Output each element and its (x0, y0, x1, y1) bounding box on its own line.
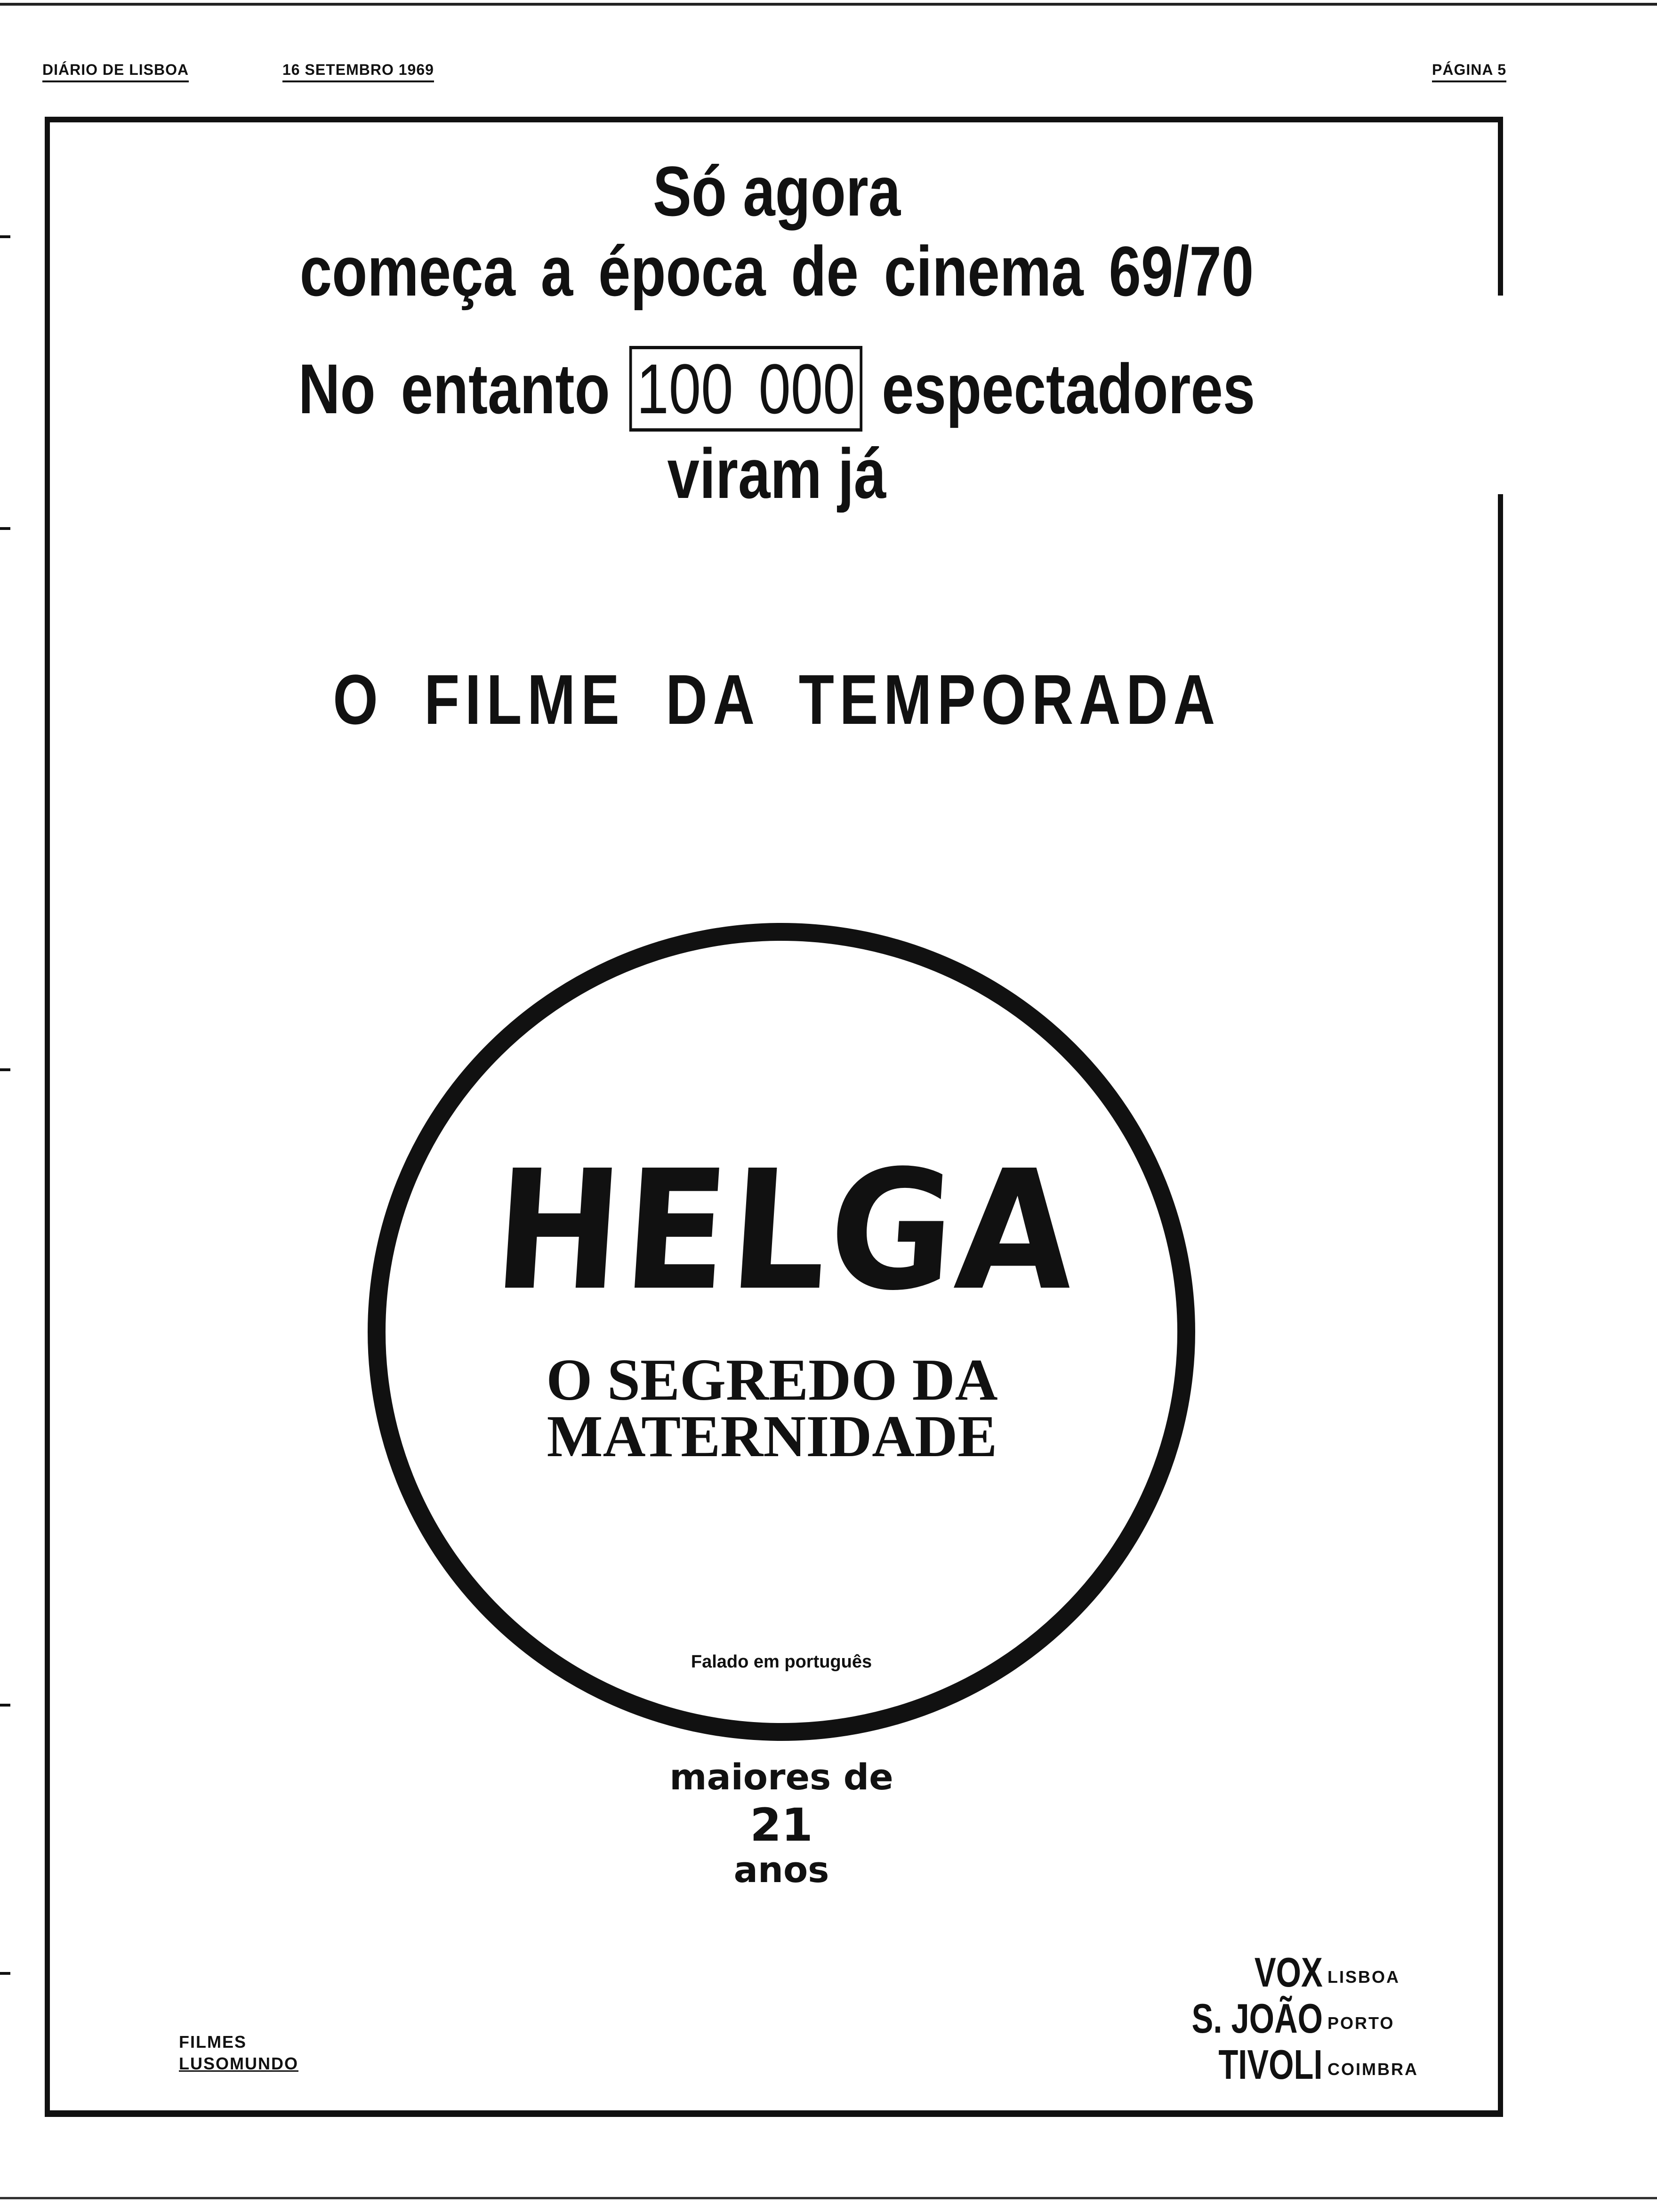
distributor-line1: FILMES (179, 2032, 247, 2052)
margin-tick (0, 1068, 10, 1071)
age-rating-line2: anos (733, 1849, 829, 1891)
publication-name: DIÁRIO DE LISBOA (42, 61, 189, 82)
headline-viram-ja: viram já (667, 434, 886, 513)
cinema-city: COIMBRA (1327, 2060, 1418, 2079)
frame-left-rule (45, 117, 50, 2117)
cinema-city: LISBOA (1327, 1967, 1400, 1987)
cinema-city: PORTO (1327, 2013, 1395, 2033)
page-top-rule (0, 3, 1657, 6)
cinema-entry (1083, 1995, 1422, 2041)
headline-spectators (217, 348, 1336, 430)
age-rating-number: 21 (750, 1799, 813, 1851)
frame-top-rule (45, 117, 1503, 122)
cinema-entry (1083, 2041, 1422, 2087)
frame-right-rule-lower (1498, 494, 1503, 2117)
language-note: Falado em português (691, 1652, 872, 1672)
page-number: PÁGINA 5 (1432, 61, 1506, 82)
film-subtitle-line1: O SEGREDO DA (546, 1347, 998, 1413)
cinema-list (1083, 1948, 1422, 2087)
margin-tick (0, 235, 10, 238)
page-header (42, 61, 1506, 99)
film-title: HELGA (489, 1135, 1083, 1327)
headline-spectators-post: espectadores (882, 349, 1255, 428)
spectator-count-box: 100 000 (629, 346, 862, 432)
cinema-name: TIVOLI (1218, 2041, 1323, 2088)
tagline: O FILME DA TEMPORADA (333, 660, 1221, 739)
age-rating-line1: maiores de (669, 1756, 893, 1798)
margin-tick (0, 1972, 10, 1975)
page-bottom-rule (0, 2197, 1657, 2199)
headline-spectators-pre: No entanto (298, 349, 610, 428)
headline-so-agora: Só agora (652, 152, 901, 231)
frame-bottom-rule (45, 2110, 1503, 2117)
frame-right-rule-upper (1498, 117, 1503, 296)
margin-tick (0, 527, 10, 530)
margin-tick (0, 1704, 10, 1707)
headline-season: começa a época de cinema 69/70 (299, 232, 1254, 311)
issue-date: 16 SETEMBRO 1969 (282, 61, 434, 82)
cinema-name: S. JOÃO (1191, 1995, 1323, 2042)
distributor-line2: LUSOMUNDO (179, 2054, 298, 2073)
cinema-name: VOX (1255, 1949, 1323, 1996)
film-subtitle-line2: MATERNIDADE (547, 1404, 997, 1469)
circle-ring (344, 899, 1219, 1765)
cinema-entry (1083, 1948, 1422, 1995)
